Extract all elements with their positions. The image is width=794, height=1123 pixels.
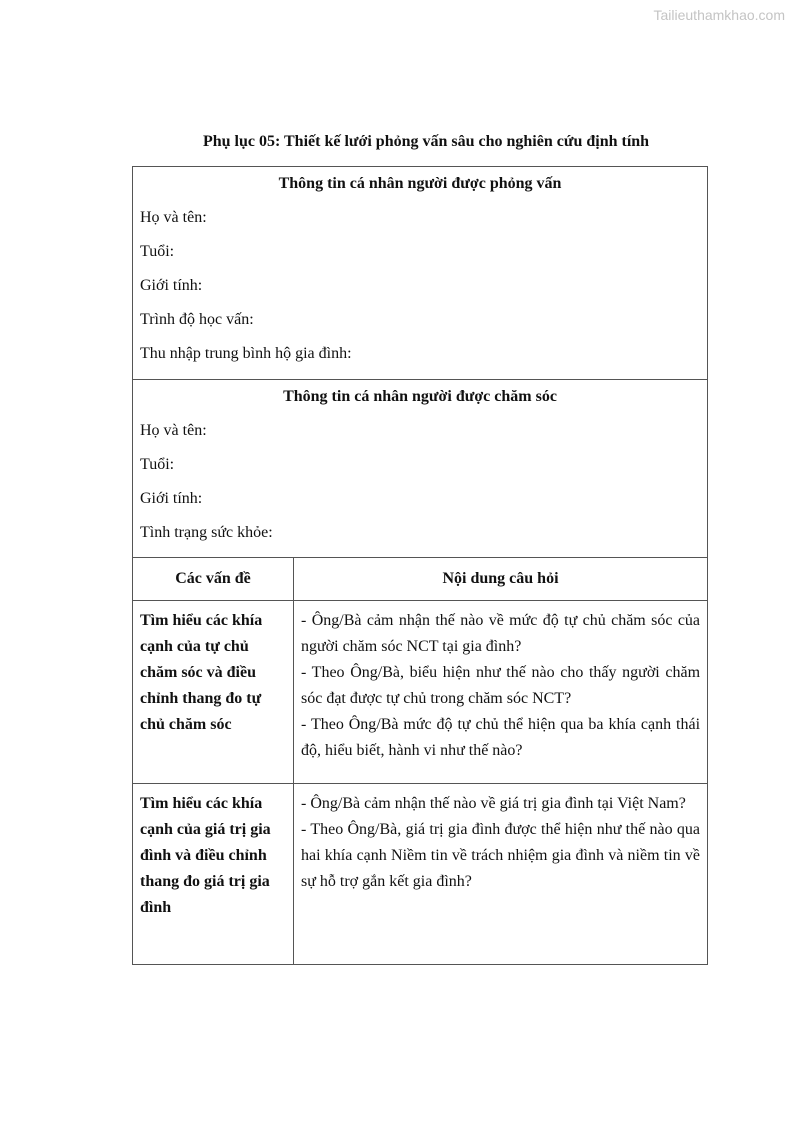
interviewee-name-field: Họ và tên: [140,209,207,226]
questions-cell [294,601,708,784]
care-recipient-age-field: Tuổi: [140,456,175,473]
interviewee-age-field: Tuổi: [140,243,175,260]
interview-grid-table [132,166,708,965]
care-recipient-name-field: Họ và tên: [140,422,207,439]
care-recipient-info-section [133,380,708,558]
question-item: - Theo Ông/Bà, giá trị gia đình được thể hiện như thế nào qua hai khía cạnh Niềm tin về trách nhiệm gia đình và niềm tin về sự hỗ trợ gắn kết gia đình? [301,821,701,890]
interviewee-info-heading: Thông tin cá nhân người được phỏng vấn [278,175,562,192]
care-recipient-gender-field: Giới tính: [140,490,203,507]
care-recipient-health-field: Tình trạng sức khỏe: [140,524,273,541]
page-title: Phụ lục 05: Thiết kế lưới phỏng vấn sâu cho nghiên cứu định tính [202,133,650,150]
column-header-issues: Các vấn đề [133,558,294,601]
column-header-questions: Nội dung câu hỏi [294,558,708,601]
interviewee-income-field: Thu nhập trung bình hộ gia đình: [140,345,352,362]
table-row [133,784,708,965]
interviewee-info-section [133,167,708,380]
table-row [133,601,708,784]
topic-cell: Tìm hiểu các khía cạnh của giá trị gia đình và điều chỉnh thang đo giá trị gia đình [133,784,294,965]
care-recipient-info-heading: Thông tin cá nhân người được chăm sóc [283,388,557,405]
watermark: Tailieuthamkhao.com [653,7,785,23]
interviewee-education-field: Trình độ học vấn: [140,311,254,328]
questions-cell [294,784,708,965]
interviewee-gender-field: Giới tính: [140,277,203,294]
question-item: - Ông/Bà cảm nhận thế nào về giá trị gia đình tại Việt Nam? [301,795,686,812]
question-item: - Theo Ông/Bà, biểu hiện như thế nào cho thấy người chăm sóc đạt được tự chủ trong chăm sóc NCT? [301,664,701,707]
question-item: - Theo Ông/Bà mức độ tự chủ thể hiện qua ba khía cạnh thái độ, hiểu biết, hành vi như thế nào? [301,716,701,759]
topic-cell: Tìm hiểu các khía cạnh của tự chủ chăm sóc và điều chỉnh thang đo tự chủ chăm sóc [133,601,294,784]
question-item: - Ông/Bà cảm nhận thế nào về mức độ tự chủ chăm sóc của người chăm sóc NCT tại gia đình? [301,612,701,655]
